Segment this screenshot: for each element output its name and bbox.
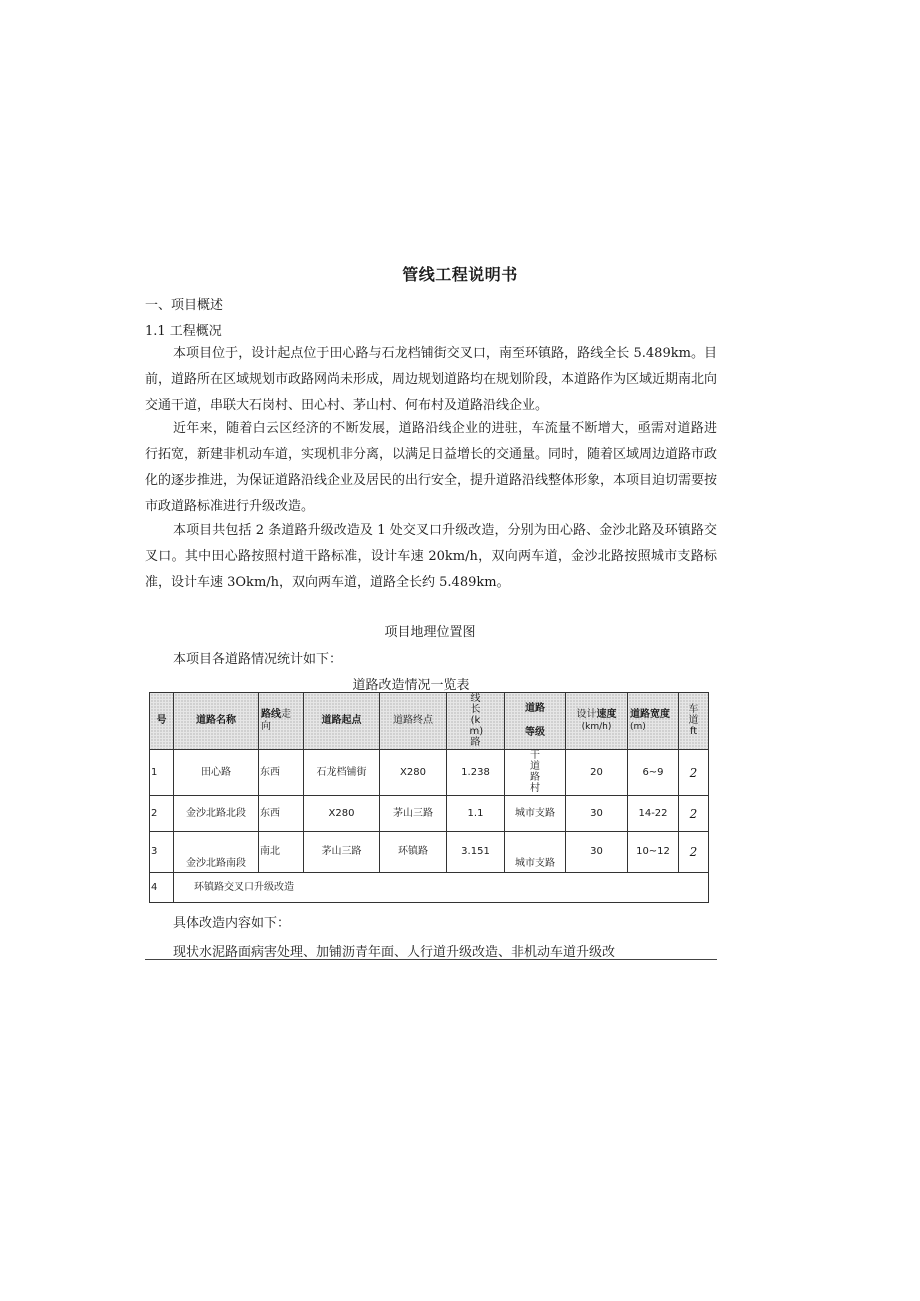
cell-grade: 城市支路 [505, 832, 566, 873]
header-no: 号 [150, 693, 174, 750]
cell-grade: 城市支路 [505, 796, 566, 832]
cell-no: 3 [150, 832, 174, 873]
cell-road-name: 金沙北路北段 [174, 796, 259, 832]
header-direction [259, 693, 304, 750]
table-row [150, 796, 709, 832]
table-header-row [150, 693, 709, 750]
cell-lanes: 2 [679, 832, 709, 873]
cell-direction: 南北 [259, 832, 304, 873]
table-row [150, 832, 709, 873]
cell-length: 1.238 [447, 750, 505, 796]
cell-length: 1.1 [447, 796, 505, 832]
header-direction-part-b: 走 [281, 709, 291, 720]
map-caption: 项目地理位置图 [384, 625, 476, 640]
table-row [150, 873, 709, 903]
header-width [628, 693, 679, 750]
header-grade [505, 693, 566, 750]
header-width-unit: (m) [630, 722, 646, 732]
cell-no: 4 [150, 873, 174, 903]
cell-length: 3.151 [447, 832, 505, 873]
cell-direction: 东西 [259, 796, 304, 832]
cell-speed: 30 [566, 832, 628, 873]
cell-width: 14-22 [628, 796, 679, 832]
paragraph-background: 近年来，随着白云区经济的不断发展，道路沿线企业的进驻，车流量不断增大，亟需对道路进行拓宽，新建非机动车道，实现机非分离，以满足日益增长的交通量。同时，随着区域周边道路市政化的逐步推进，为保证道路沿线企业及居民的出行安全，提升道路沿线整体形象，本项目迫切需要按市政道路标准进行升级改造。 [145, 421, 718, 514]
header-lanes-text: 车道ft [688, 704, 699, 737]
paragraph-scope: 本项目共包括 2 条道路升级改造及 1 处交叉口升级改造，分别为田心路、金沙北路及环镇路交叉口。其中田心路按照村道干路标准，设计车速 20km/h，双向两车道，金沙北路按照城市支路标准，设计车速 3Okm/h，双向两车道，道路全长约 5.489km。 [145, 523, 717, 590]
header-grade-part-a: 道路 [525, 703, 545, 714]
cell-road-name: 田心路 [174, 750, 259, 796]
header-speed-part-b: 速度 [596, 709, 617, 720]
header-end: 道路终点 [380, 693, 447, 750]
cell-grade-text: 干道路村 [530, 750, 540, 794]
header-speed [566, 693, 628, 750]
cell-grade [505, 750, 566, 796]
header-lanes [679, 693, 709, 750]
subsection-heading-project-summary: 1.1 工程概况 [145, 324, 222, 339]
header-length-text: 线长(km)路 [469, 693, 484, 748]
table-row [150, 750, 709, 796]
cell-end: 茅山三路 [380, 796, 447, 832]
detail-intro: 具体改造内容如下： [173, 916, 291, 931]
statistics-intro: 本项目各道路情况统计如下： [173, 652, 343, 667]
table-caption: 道路改造情况一览表 [352, 678, 470, 693]
cell-no: 2 [150, 796, 174, 832]
cell-no: 1 [150, 750, 174, 796]
cell-end: X280 [380, 750, 447, 796]
cell-width: 10~12 [628, 832, 679, 873]
cell-speed: 30 [566, 796, 628, 832]
header-speed-part-a: 设计 [576, 709, 597, 720]
cell-start: 茅山三路 [304, 832, 380, 873]
cell-lanes: 2 [679, 750, 709, 796]
header-length [447, 693, 505, 750]
header-direction-part-a: 路线 [261, 709, 281, 720]
cell-end: 环镇路 [380, 832, 447, 873]
road-renovation-table [149, 692, 709, 903]
header-width-label: 道路宽度 [630, 709, 670, 720]
page-divider [145, 959, 717, 960]
cell-lanes: 2 [679, 796, 709, 832]
detail-line: 现状水泥路面病害处理、加铺沥青年面、人行道升级改造、非机动车道升级改 [173, 945, 616, 960]
cell-road-name: 金沙北路南段 [174, 832, 259, 873]
header-speed-unit: (km/h) [581, 722, 612, 732]
header-grade-part-b: 等级 [525, 727, 545, 738]
header-road-name: 道路名称 [174, 693, 259, 750]
header-direction-part-c: 向 [261, 721, 271, 732]
cell-start: 石龙档铺街 [304, 750, 380, 796]
section-heading-overview: 一、项目概述 [145, 298, 224, 313]
paragraph-location: 本项目位于，设计起点位于田心路与石龙档铺街交叉口，南至环镇路，路线全长 5.489km。目前，道路所在区域规划市政路网尚未形成，周边规划道路均在规划阶段，本道路作为区域近期南北向交通干道，串联大石岗村、田心村、茅山村、何布村及道路沿线企业。 [145, 346, 718, 413]
document-title: 管线工程说明书 [402, 265, 518, 284]
cell-start: X280 [304, 796, 380, 832]
cell-speed: 20 [566, 750, 628, 796]
cell-width: 6~9 [628, 750, 679, 796]
cell-direction: 东西 [259, 750, 304, 796]
header-start: 道路起点 [304, 693, 380, 750]
cell-intersection-upgrade: 环镇路交叉口升级改造 [174, 873, 709, 903]
